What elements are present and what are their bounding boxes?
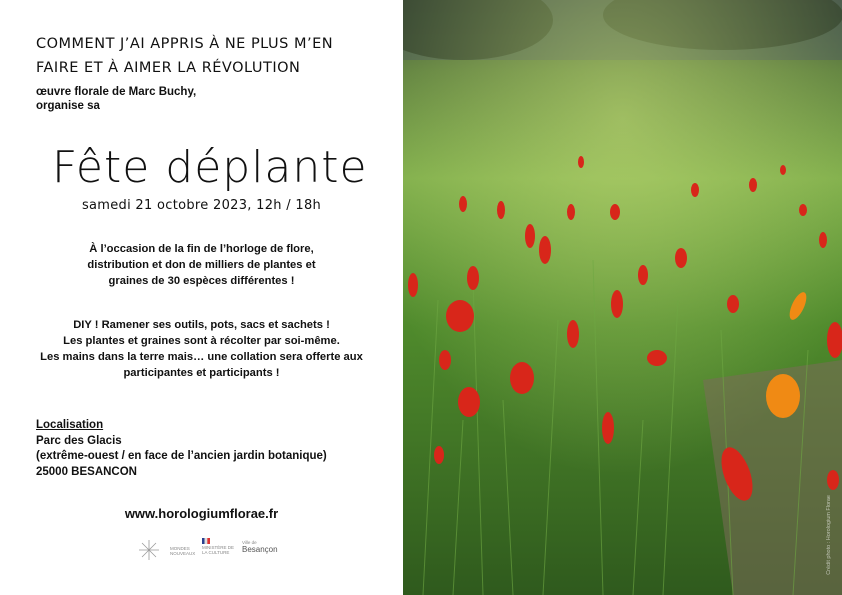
location-detail: (extrême-ouest / en face de l’ancien jardin botanique) (36, 450, 327, 462)
location-city: 25000 BESANCON (36, 465, 137, 478)
poppy-field-photo (403, 0, 842, 595)
logo-ministere-text: MINISTÈRE DE LA CULTURE (202, 545, 235, 555)
logo-besancon-small: Ville de (242, 540, 257, 545)
diy-line: Les mains dans la terre mais… une collation sera offerte aux (40, 351, 363, 363)
description-line: graines de 30 espèces différentes ! (108, 275, 295, 287)
diy-line: DIY ! Ramener ses outils, pots, sacs et sachets ! (73, 319, 330, 331)
event-title: Fête déplante (52, 142, 368, 193)
header-line-1: COMMENT J’AI APPRIS À NE PLUS M’EN (36, 36, 334, 52)
logo-besancon (242, 540, 278, 554)
sponsor-logos (0, 536, 403, 564)
text-panel (0, 0, 403, 595)
header-line-2: FAIRE ET À AIMER LA RÉVOLUTION (36, 60, 301, 76)
flag-icon (202, 538, 210, 544)
diy-line: Les plantes et graines sont à récolter par soi-même. (63, 335, 340, 347)
poppy-field-image (403, 0, 842, 595)
diy-text (0, 317, 403, 381)
logo-mondes-nouveaux: MONDES NOUVEAUX (170, 546, 196, 556)
location-place: Parc des Glacis (36, 434, 122, 447)
description-line: distribution et don de milliers de plantes et (87, 259, 316, 271)
website-link[interactable]: www.horologiumflorae.fr (124, 506, 279, 521)
diy-line: participantes et participants ! (123, 367, 280, 379)
star-logo-icon (138, 539, 160, 561)
logo-besancon-text: Besançon (242, 545, 278, 554)
logo-ministere (202, 538, 234, 555)
byline-1: œuvre florale de Marc Buchy, (36, 86, 197, 98)
byline-2: organise sa (36, 100, 100, 112)
photo-credit: Crédit photo : Horologium Florae (826, 495, 832, 575)
description-line: À l’occasion de la fin de l’horloge de flore, (89, 243, 314, 255)
description (0, 241, 403, 289)
event-date: samedi 21 octobre 2023, 12h / 18h (81, 198, 322, 213)
location-heading: Localisation (36, 419, 104, 431)
location-block (36, 418, 327, 480)
